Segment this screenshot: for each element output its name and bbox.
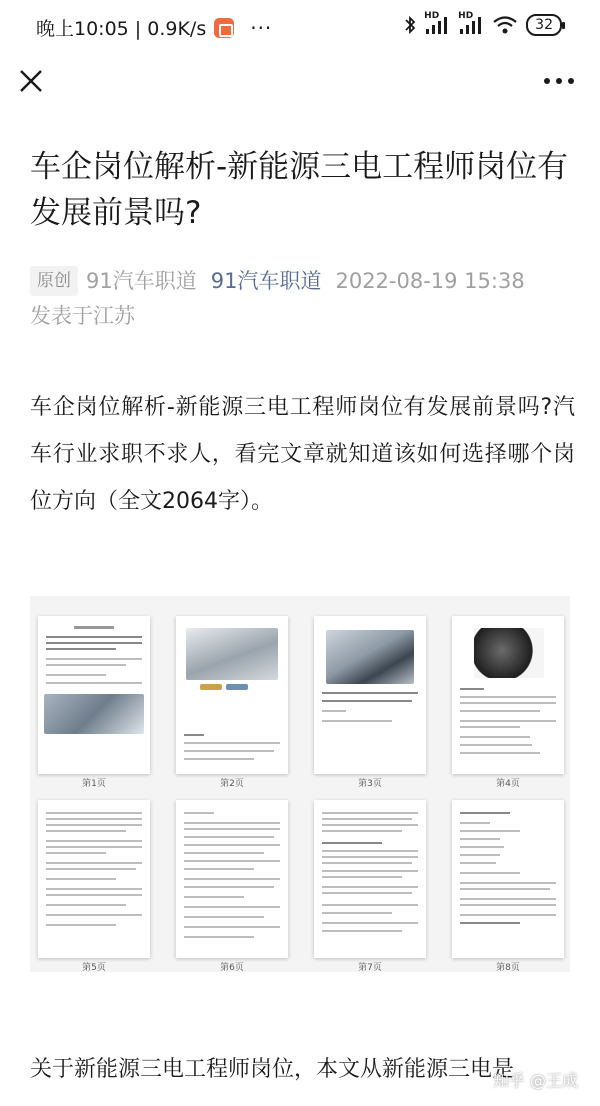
page-label-4: 第4页 bbox=[496, 779, 520, 789]
preview-page-8 bbox=[452, 800, 564, 958]
status-left bbox=[36, 14, 272, 41]
article-paragraph-2: 关于新能源三电工程师岗位，本文从新能源三电是 bbox=[30, 1057, 515, 1082]
watermark: 知乎 @王成 bbox=[492, 1071, 578, 1090]
signal-icon-2: HD bbox=[458, 15, 484, 35]
page-label-6: 第6页 bbox=[220, 963, 244, 973]
page-label-1: 第1页 bbox=[82, 779, 106, 789]
author-name: 91汽车职道 bbox=[86, 269, 197, 293]
preview-page-1 bbox=[38, 616, 150, 774]
publish-date: 2022-08-19 15:38 bbox=[335, 269, 525, 293]
status-bar bbox=[0, 0, 600, 56]
preview-page-6 bbox=[176, 800, 288, 958]
preview-page-4 bbox=[452, 616, 564, 774]
article-paragraph-1: 车企岗位解析-新能源三电工程师岗位有发展前景吗?汽车行业求职不求人，看完文章就知道该如何选择哪个岗位方向（全文2064字）。 bbox=[30, 395, 575, 514]
preview-page-2 bbox=[176, 616, 288, 774]
preview-page-3 bbox=[314, 616, 426, 774]
battery-icon: 32 bbox=[526, 14, 562, 36]
document-preview-image[interactable] bbox=[30, 596, 570, 972]
page-label-3: 第3页 bbox=[358, 779, 382, 789]
bluetooth-icon bbox=[404, 15, 416, 35]
article-title: 车企岗位解析-新能源三电工程师岗位有发展前景吗? bbox=[30, 149, 569, 231]
signal-icon: HD bbox=[424, 15, 450, 35]
page-label-8: 第8页 bbox=[496, 963, 520, 973]
status-more-dots: ··· bbox=[250, 15, 273, 40]
preview-page-5 bbox=[38, 800, 150, 958]
page-label-7: 第7页 bbox=[358, 963, 382, 973]
publish-location: 发表于江苏 bbox=[30, 304, 135, 328]
preview-page-7 bbox=[314, 800, 426, 958]
wifi-icon bbox=[492, 15, 518, 35]
app-notification-icon bbox=[214, 18, 234, 38]
status-right bbox=[404, 11, 562, 36]
close-icon[interactable] bbox=[18, 68, 44, 94]
page-label-5: 第5页 bbox=[82, 963, 106, 973]
more-icon[interactable] bbox=[542, 68, 576, 94]
article-meta bbox=[30, 258, 580, 304]
top-nav bbox=[0, 56, 600, 108]
page-label-2: 第2页 bbox=[220, 779, 244, 789]
original-badge: 原创 bbox=[30, 266, 78, 296]
account-link[interactable]: 91汽车职道 bbox=[210, 269, 322, 293]
status-time-speed: 晚上10:05 | 0.9K/s bbox=[36, 18, 207, 40]
